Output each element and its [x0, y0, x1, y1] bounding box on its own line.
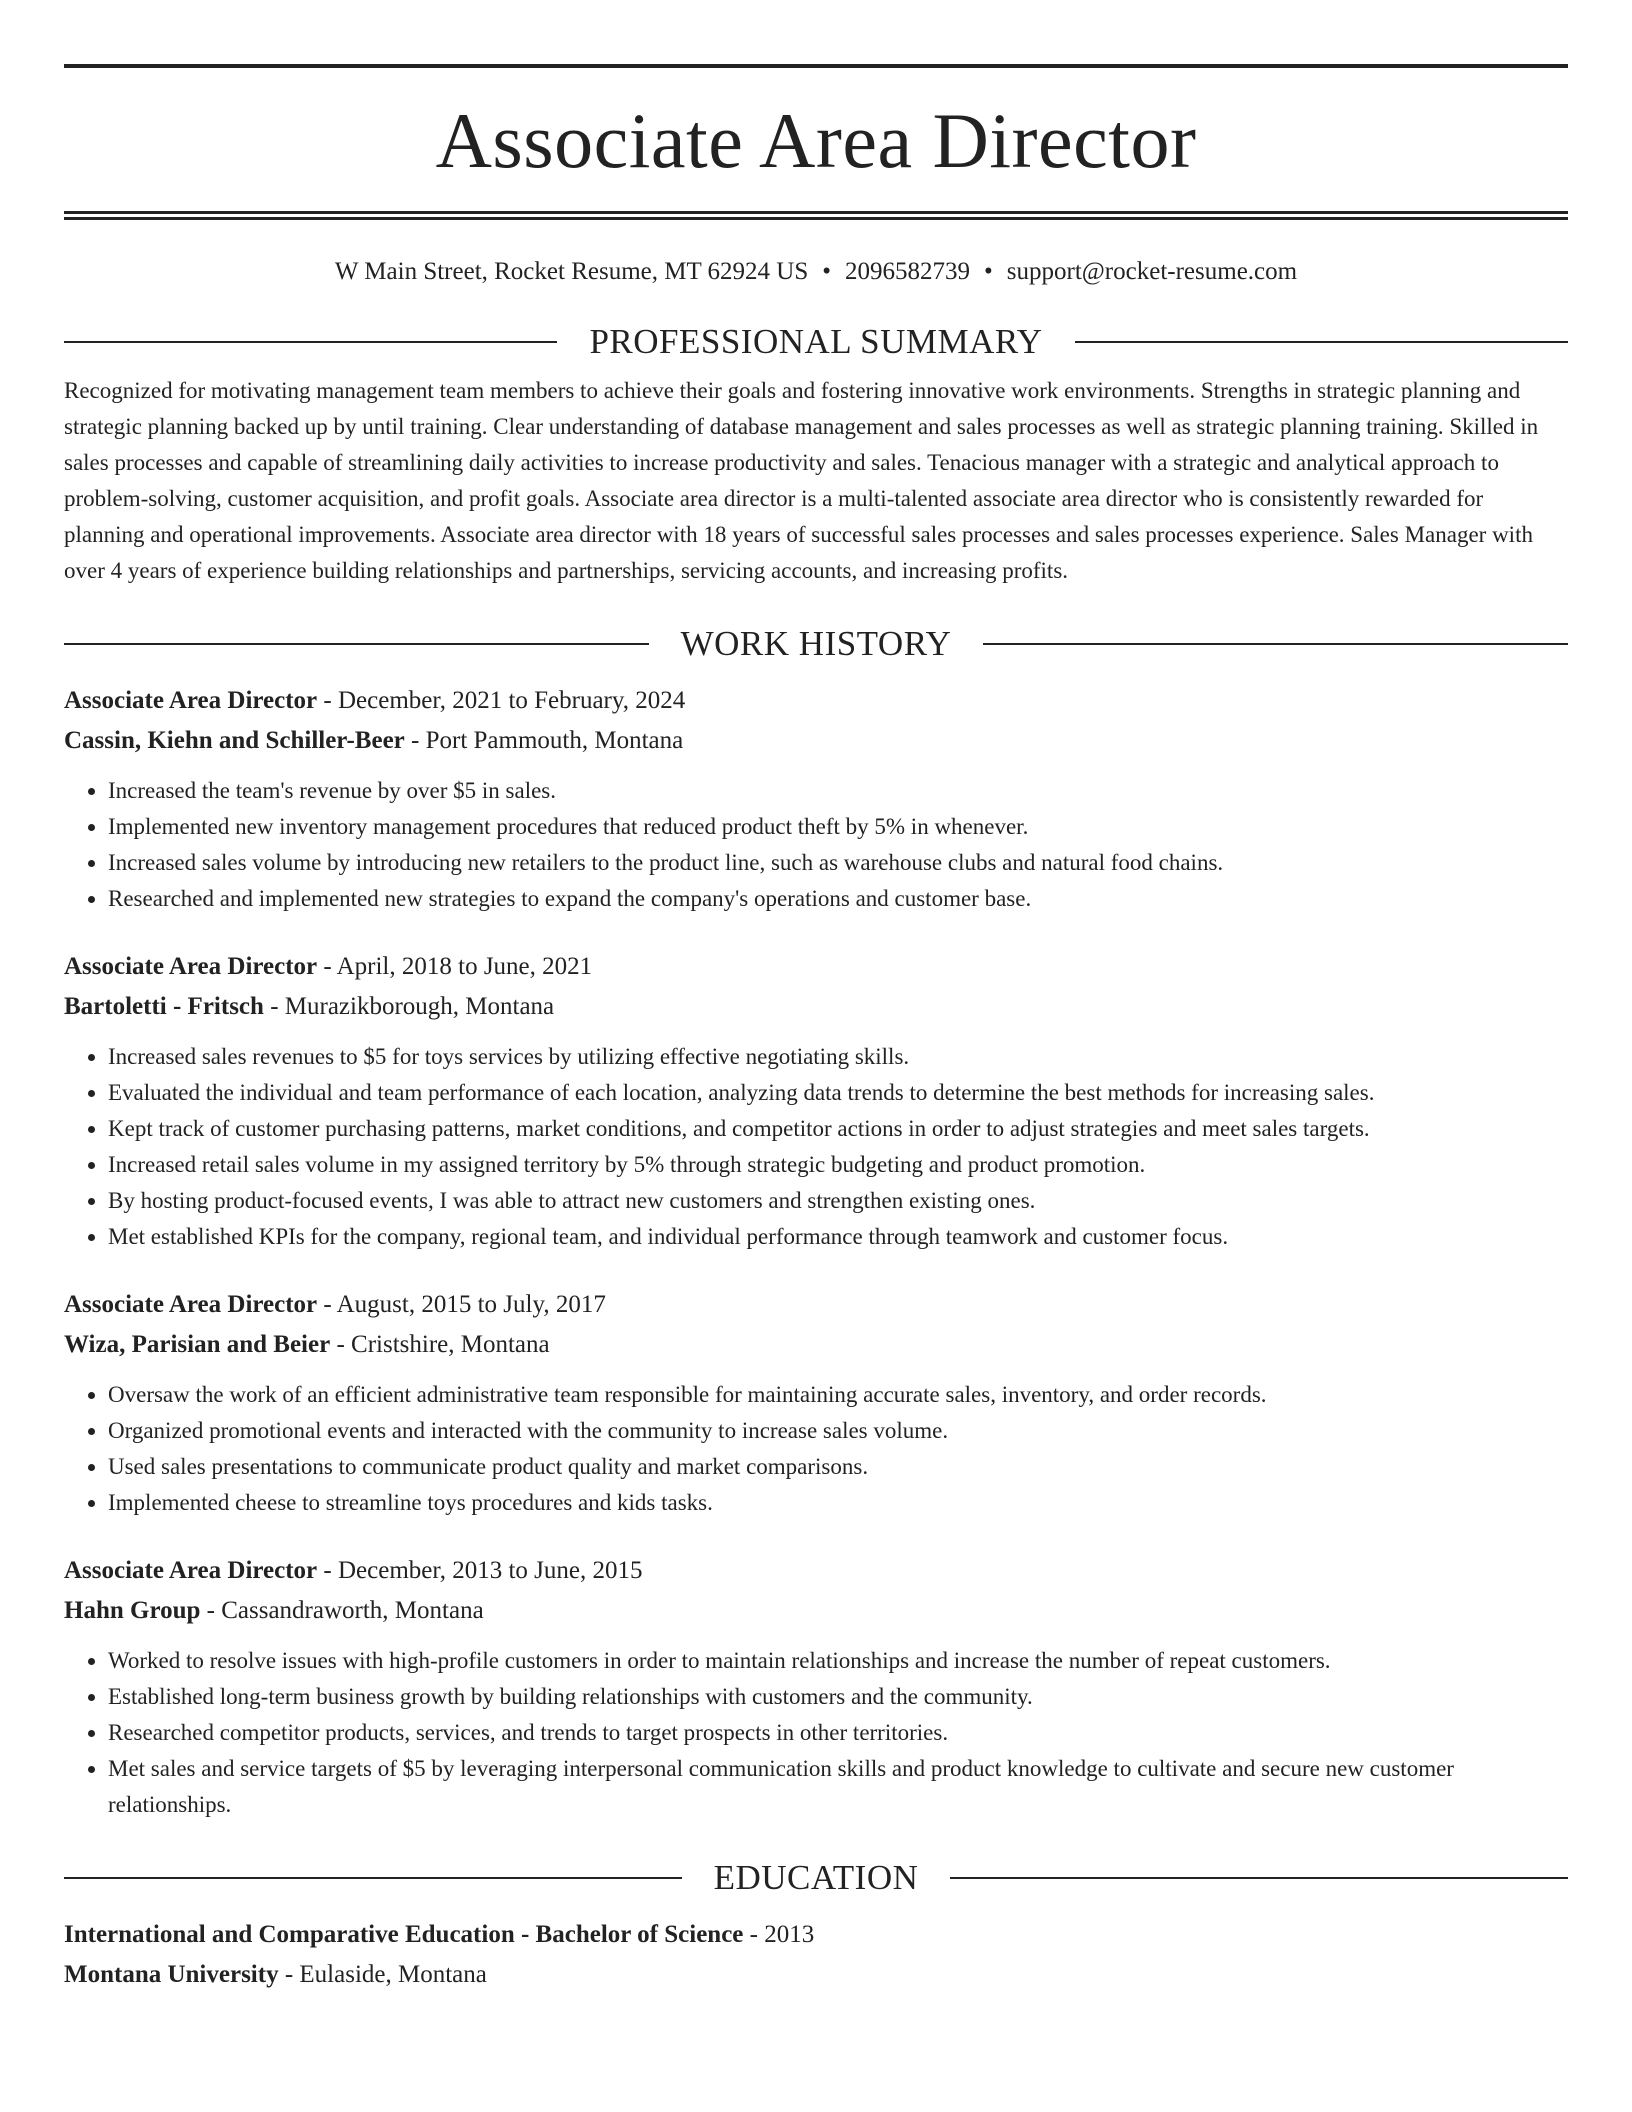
job-dates: - December, 2021 to February, 2024: [317, 687, 686, 714]
job-dates: - August, 2015 to July, 2017: [317, 1291, 606, 1318]
heading-rule-right: [983, 643, 1568, 645]
job-title-line: [64, 1285, 1568, 1325]
heading-rule-left: [64, 643, 649, 645]
job-company: Cassin, Kiehn and Schiller-Beer: [64, 727, 405, 754]
education-year: - 2013: [743, 1921, 815, 1948]
education-school: Montana University: [64, 1961, 279, 1988]
job-bullet: • Oversaw the work of an efficient administrative team responsible for maintaining accurate sales, inventory, and order records.: [108, 1377, 1568, 1413]
education-heading-title: EDUCATION: [713, 1858, 919, 1897]
heading-rule-left: [64, 341, 557, 343]
job-bullet: • Organized promotional events and interacted with the community to increase sales volume.: [108, 1413, 1568, 1449]
summary-heading: [64, 321, 1568, 363]
job-bullet: • By hosting product-focused events, I was able to attract new customers and strengthen existing ones.: [108, 1183, 1568, 1219]
job-entry: [64, 1551, 1568, 1823]
job-bullet: • Researched competitor products, services, and trends to target prospects in other territories.: [108, 1715, 1568, 1751]
job-bullet: • Increased the team's revenue by over $5 in sales.: [108, 773, 1568, 809]
education-location: - Eulaside, Montana: [278, 1961, 487, 1988]
top-rule: [64, 64, 1568, 68]
education-school-line: [64, 1955, 1568, 1995]
double-rule: [64, 211, 1568, 220]
heading-rule-left: [64, 1877, 682, 1879]
job-location: - Cristshire, Montana: [330, 1331, 550, 1358]
job-dates: - December, 2013 to June, 2015: [317, 1557, 643, 1584]
job-title-line: [64, 947, 1568, 987]
contact-phone: 2096582739: [845, 258, 971, 285]
job-bullet: • Met established KPIs for the company, regional team, and individual performance through teamwork and customer focus.: [108, 1219, 1568, 1255]
education-entry: [64, 1915, 1568, 1995]
work-history-heading-title: WORK HISTORY: [680, 624, 952, 663]
job-bullet: • Increased sales revenues to $5 for toys services by utilizing effective negotiating skills.: [108, 1039, 1568, 1075]
job-bullet: • Increased retail sales volume in my assigned territory by 5% through strategic budgeting and product promotion.: [108, 1147, 1568, 1183]
contact-separator: •: [822, 258, 832, 285]
summary-heading-title: PROFESSIONAL SUMMARY: [589, 322, 1043, 361]
job-company-line: [64, 721, 1568, 761]
education-heading: [64, 1857, 1568, 1899]
job-company: Hahn Group: [64, 1597, 201, 1624]
job-title-line: [64, 1551, 1568, 1591]
job-dates: - April, 2018 to June, 2021: [317, 953, 593, 980]
contact-address: W Main Street, Rocket Resume, MT 62924 US: [334, 258, 809, 285]
job-company: Bartoletti - Fritsch: [64, 993, 264, 1020]
resume-page: [64, 64, 1568, 1995]
contact-line: [64, 257, 1568, 287]
job-bullets: [64, 1377, 1568, 1521]
job-bullet: • Met sales and service targets of $5 by leveraging interpersonal communication skills and product knowledge to cultivate and secure new customer relationships.: [108, 1751, 1568, 1823]
job-title: Associate Area Director: [64, 953, 318, 980]
job-entry: [64, 1285, 1568, 1521]
job-company: Wiza, Parisian and Beier: [64, 1331, 331, 1358]
job-location: - Murazikborough, Montana: [263, 993, 555, 1020]
job-bullet: • Implemented new inventory management procedures that reduced product theft by 5% in whenever.: [108, 809, 1568, 845]
job-bullets: [64, 1643, 1568, 1823]
job-bullets: [64, 773, 1568, 917]
job-title: Associate Area Director: [64, 1557, 318, 1584]
job-entry: [64, 947, 1568, 1255]
heading-rule-right: [950, 1877, 1568, 1879]
summary-text: Recognized for motivating management team members to achieve their goals and fostering innovative work environments. Strengths in strategic planning and strategic planning backed up by until training. Clear understanding of database management and sales processes as well as strategic planning training. Skilled in sales processes and capable of streamlining daily activities to increase productivity and sales. Tenacious manager with a strategic and analytical approach to problem-solving, customer acquisition, and profit goals. Associate area director is a multi-talented associate area director who is consistently rewarded for planning and operational improvements. Associate area director with 18 years of successful sales processes and sales processes experience. Sales Manager with over 4 years of experience building relationships and partnerships, servicing accounts, and increasing profits.: [64, 378, 1539, 583]
job-bullet: • Implemented cheese to streamline toys procedures and kids tasks.: [108, 1485, 1568, 1521]
job-bullet: • Increased sales volume by introducing new retailers to the product line, such as warehouse clubs and natural food chains.: [108, 845, 1568, 881]
job-bullet: • Evaluated the individual and team performance of each location, analyzing data trends to determine the best methods for increasing sales.: [108, 1075, 1568, 1111]
job-bullet: • Established long-term business growth by building relationships with customers and the community.: [108, 1679, 1568, 1715]
job-title-line: [64, 681, 1568, 721]
work-history-heading: [64, 623, 1568, 665]
job-bullets: [64, 1039, 1568, 1255]
job-entry: [64, 681, 1568, 917]
job-location: - Port Pammouth, Montana: [404, 727, 684, 754]
job-bullet: • Used sales presentations to communicate product quality and market comparisons.: [108, 1449, 1568, 1485]
job-bullet: • Kept track of customer purchasing patterns, market conditions, and competitor actions in order to adjust strategies and meet sales targets.: [108, 1111, 1568, 1147]
contact-email: support@rocket-resume.com: [1006, 258, 1298, 285]
job-company-line: [64, 987, 1568, 1027]
job-bullet: • Worked to resolve issues with high-profile customers in order to maintain relationships and increase the number of repeat customers.: [108, 1643, 1568, 1679]
job-title: Associate Area Director: [64, 687, 318, 714]
job-title: Associate Area Director: [64, 1291, 318, 1318]
job-bullet: • Researched and implemented new strategies to expand the company's operations and customer base.: [108, 881, 1568, 917]
heading-rule-right: [1075, 341, 1568, 343]
job-location: - Cassandraworth, Montana: [200, 1597, 484, 1624]
education-degree-line: [64, 1915, 1568, 1955]
candidate-name: Associate Area Director: [435, 97, 1197, 184]
contact-separator: •: [984, 258, 993, 285]
education-degree: International and Comparative Education - Bachelor of Science: [64, 1921, 744, 1948]
job-company-line: [64, 1591, 1568, 1631]
job-company-line: [64, 1325, 1568, 1365]
